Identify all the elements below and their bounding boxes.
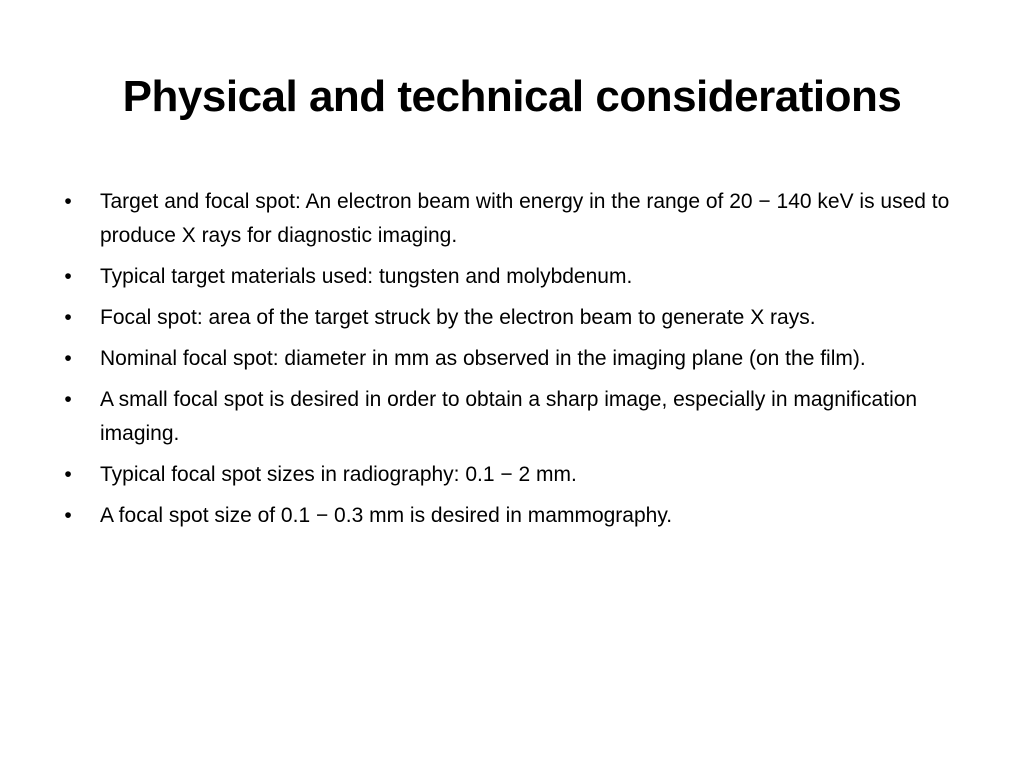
bullet-icon: • — [64, 347, 72, 370]
bullet-icon: • — [64, 388, 72, 411]
bullet-list — [58, 185, 968, 540]
bullet-text: Typical focal spot sizes in radiography: 0.1 − 2 mm. — [100, 463, 577, 486]
bullet-icon: • — [64, 265, 72, 288]
bullet-item-small-focal-spot — [58, 383, 968, 451]
bullet-item-focal-spot-definition — [58, 301, 968, 335]
bullet-item-target-materials — [58, 260, 968, 294]
bullet-icon: • — [64, 463, 72, 486]
bullet-icon: • — [64, 306, 72, 329]
bullet-item-mammography-size — [58, 499, 968, 533]
bullet-text: A small focal spot is desired in order to obtain a sharp image, especially in magnification imaging. — [100, 388, 918, 445]
bullet-text: Focal spot: area of the target struck by the electron beam to generate X rays. — [100, 306, 816, 329]
bullet-icon: • — [64, 190, 72, 213]
bullet-item-radiography-sizes — [58, 458, 968, 492]
bullet-text: Nominal focal spot: diameter in mm as observed in the imaging plane (on the film). — [100, 347, 866, 370]
bullet-text: A focal spot size of 0.1 − 0.3 mm is desired in mammography. — [100, 504, 673, 527]
bullet-text: Target and focal spot: An electron beam with energy in the range of 20 − 140 keV is used to produce X rays for diagnostic imaging. — [100, 190, 950, 247]
bullet-text: Typical target materials used: tungsten and molybdenum. — [100, 265, 633, 288]
bullet-icon: • — [64, 504, 72, 527]
bullet-item-target-focal-spot — [58, 185, 968, 253]
slide-title: Physical and technical considerations — [122, 72, 902, 121]
bullet-item-nominal-focal-spot — [58, 342, 968, 376]
